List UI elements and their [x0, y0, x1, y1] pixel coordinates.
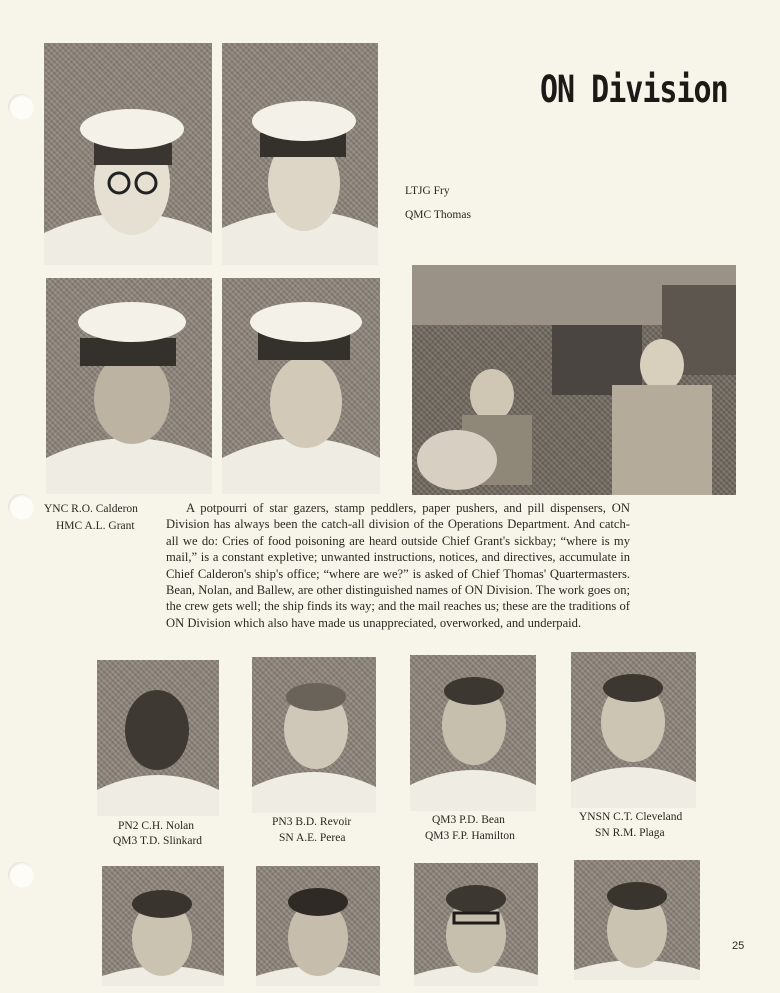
binder-hole [8, 94, 34, 120]
binder-hole [8, 494, 34, 520]
work-scene-photo [412, 265, 736, 495]
crew-caption-3b: QM3 F.P. Hamilton [425, 830, 515, 842]
portrait-ltjg-fry [44, 43, 212, 265]
portrait-hmc-grant [222, 278, 380, 494]
caption-chief-1: YNC R.O. Calderon [44, 503, 138, 515]
portrait-crew [574, 860, 700, 980]
portrait-crew [97, 660, 219, 816]
portrait-crew [410, 655, 536, 811]
portrait-crew [252, 657, 376, 813]
crew-caption-4b: SN R.M. Plaga [595, 827, 665, 839]
page-title: ON Division [540, 68, 728, 112]
crew-caption-2a: PN3 B.D. Revoir [272, 816, 352, 828]
caption-officer-1: LTJG Fry [405, 185, 450, 197]
crew-caption-3a: QM3 P.D. Bean [432, 814, 505, 826]
portrait-ync-calderon [46, 278, 212, 494]
caption-officer-2: QMC Thomas [405, 209, 471, 221]
page-number: 25 [732, 940, 745, 952]
caption-chief-2: HMC A.L. Grant [56, 520, 135, 532]
portrait-crew [102, 866, 224, 986]
crew-caption-4a: YNSN C.T. Cleveland [579, 811, 683, 823]
division-description: A potpourri of star gazers, stamp peddlers, paper pushers, and pill dispensers, ON Division has always been the catch-all division of the Operations Department. And catch-all we do: Cries of food poisoning are heard outside Chief Grant's sickbay; “where is my mail,” is a constant expletive; unwanted instructions, notices, and directives, accumulate in Chief Calderon's ship's office; “where are we?” is asked of Chief Thomas' Quartermasters. Bean, Nolan, and Ballew, are other distinguished names of ON Division. The work goes on; the crew gets well; the ship finds its way; and the mail reaches us; these are the traditions of ON Division which also have made us unappreciated, overworked, and underpaid. [166, 501, 630, 630]
binder-hole [8, 862, 34, 888]
portrait-qmc-thomas [222, 43, 378, 265]
portrait-crew [256, 866, 380, 986]
portrait-crew [414, 863, 538, 986]
crew-caption-2b: SN A.E. Perea [279, 832, 346, 844]
crew-caption-1b: QM3 T.D. Slinkard [113, 835, 203, 847]
crew-caption-1a: PN2 C.H. Nolan [118, 820, 195, 832]
portrait-crew [571, 652, 696, 808]
